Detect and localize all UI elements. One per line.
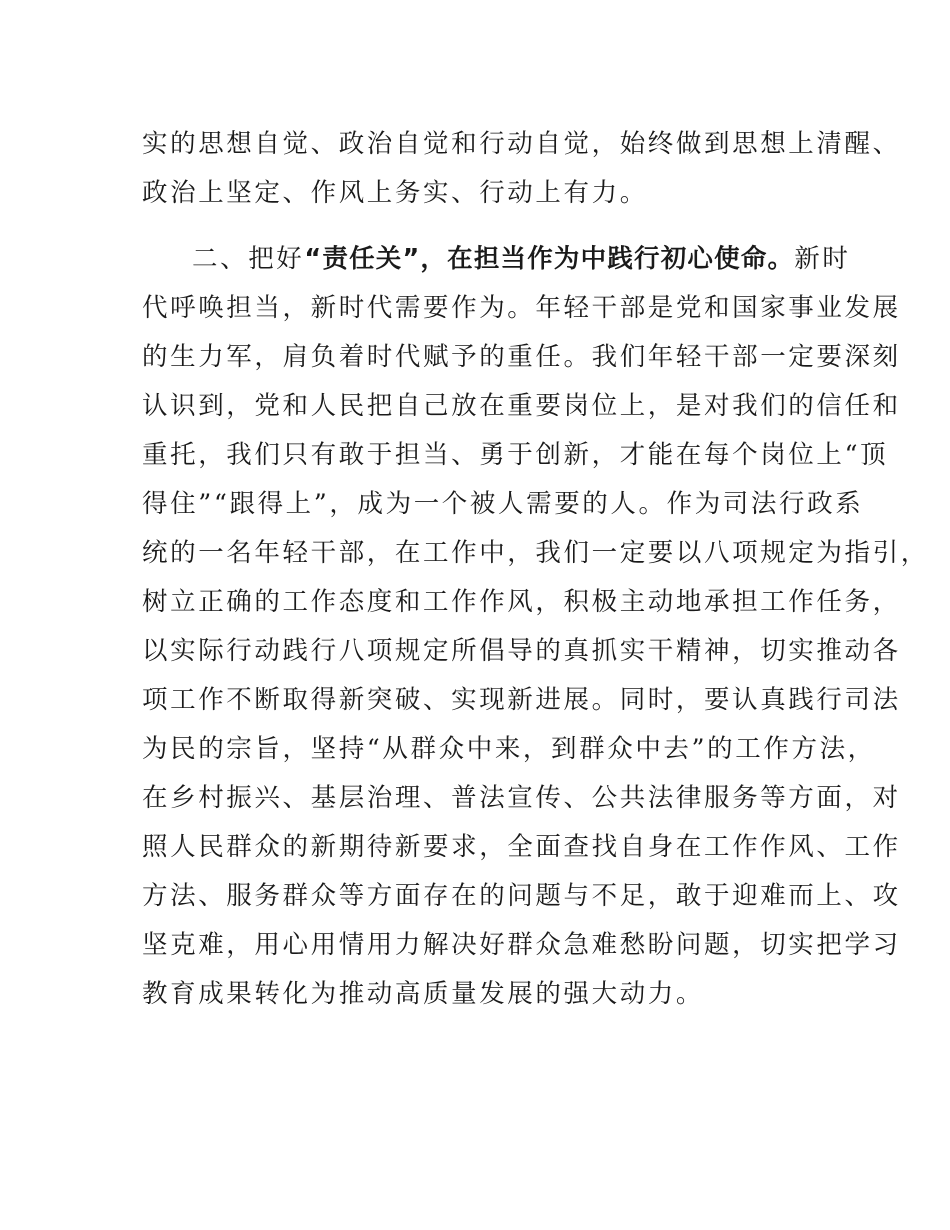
paragraph-2-line-2: 代呼唤担当，新时代需要作为。年轻干部是党和国家事业发展 <box>142 293 901 323</box>
paragraph-2-line-11: 为民的宗旨，坚持“从群众中来，到群众中去”的工作方法， <box>142 734 876 764</box>
paragraph-2-line-12: 在乡村振兴、基层治理、普法宣传、公共法律服务等方面，对 <box>142 783 901 813</box>
paragraph-2-line-10: 项工作不断取得新突破、实现新进展。同时，要认真践行司法 <box>142 685 901 715</box>
section-number: 二、把好 <box>192 244 305 274</box>
section-heading-tail: 新时 <box>794 244 851 274</box>
paragraph-2-line-6: 得住”“跟得上”，成为一个被人需要的人。作为司法行政系 <box>142 489 864 519</box>
paragraph-2-line-8: 树立正确的工作态度和工作作风，积极主动地承担工作任务， <box>142 587 901 617</box>
section-heading-line <box>192 243 850 275</box>
paragraph-2-line-4: 认识到，党和人民把自己放在重要岗位上，是对我们的信任和 <box>142 391 901 421</box>
paragraph-2-line-13: 照人民群众的新期待新要求，全面查找自身在工作作风、工作 <box>142 832 901 862</box>
section-heading: “责任关”，在担当作为中践行初心使命。 <box>304 244 795 274</box>
paragraph-2-line-14: 方法、服务群众等方面存在的问题与不足，敢于迎难而上、攻 <box>142 881 901 911</box>
paragraph-2-line-3: 的生力军，肩负着时代赋予的重任。我们年轻干部一定要深刻 <box>142 342 901 372</box>
paragraph-2-line-16: 教育成果转化为推动高质量发展的强大动力。 <box>142 979 705 1009</box>
paragraph-2-line-9: 以实际行动践行八项规定所倡导的真抓实干精神，切实推动各 <box>142 636 901 666</box>
paragraph-1-line-2: 政治上坚定、作风上务实、行动上有力。 <box>142 178 648 208</box>
paragraph-2-line-7: 统的一名年轻干部，在工作中，我们一定要以八项规定为指引， <box>142 538 929 568</box>
paragraph-2-line-5: 重托，我们只有敢于担当、勇于创新，才能在每个岗位上“顶 <box>142 440 889 470</box>
paragraph-2-line-15: 坚克难，用心用情用力解决好群众急难愁盼问题，切实把学习 <box>142 930 901 960</box>
paragraph-1-line-1: 实的思想自觉、政治自觉和行动自觉，始终做到思想上清醒、 <box>142 129 901 159</box>
